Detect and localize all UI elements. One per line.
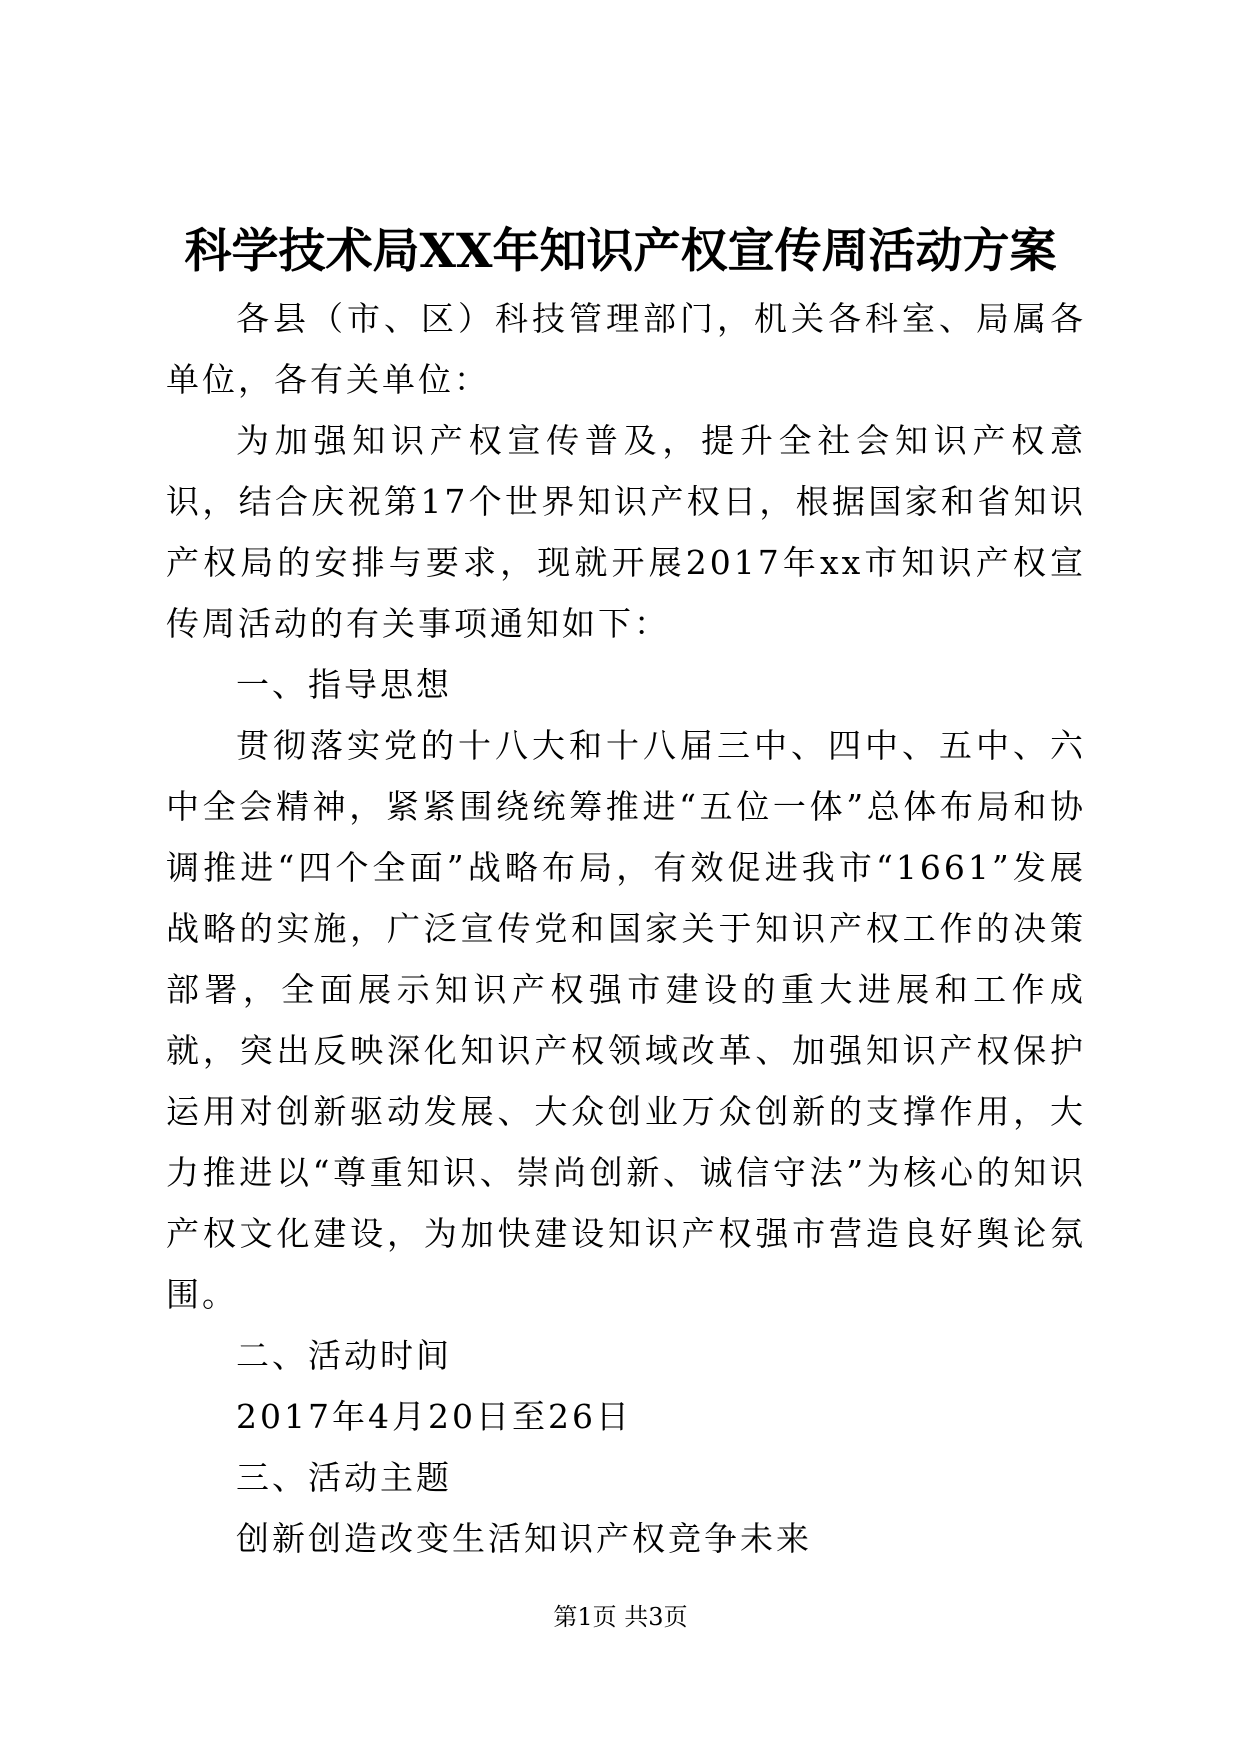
document-body	[166, 288, 1086, 1569]
section-heading-activity-theme: 三、活动主题	[236, 1458, 452, 1497]
salutation-paragraph: 各县（市、区）科技管理部门，机关各科室、局属各单位，各有关单位：	[166, 299, 1086, 399]
activity-time-paragraph: 2017年4月20日至26日	[236, 1397, 632, 1436]
page-footer: 第1页 共3页	[553, 1603, 688, 1631]
section-heading-guiding-ideology: 一、指导思想	[236, 665, 452, 704]
document-title: 科学技术局XX年知识产权宣传周活动方案	[184, 224, 1057, 279]
section-heading-activity-time: 二、活动时间	[236, 1336, 452, 1375]
intro-paragraph: 为加强知识产权宣传普及，提升全社会知识产权意识，结合庆祝第17个世界知识产权日，根据国家和省知识产权局的安排与要求，现就开展2017年xx市知识产权宣传周活动的有关事项通知如下：	[166, 421, 1086, 643]
guiding-ideology-paragraph: 贯彻落实党的十八大和十八届三中、四中、五中、六中全会精神，紧紧围绕统筹推进“五位一体”总体布局和协调推进“四个全面”战略布局，有效促进我市“1661”发展战略的实施，广泛宣传党和国家关于知识产权工作的决策部署，全面展示知识产权强市建设的重大进展和工作成就，突出反映深化知识产权领域改革、加强知识产权保护运用对创新驱动发展、大众创业万众创新的支撑作用，大力推进以“尊重知识、崇尚创新、诚信守法”为核心的知识产权文化建设，为加快建设知识产权强市营造良好舆论氛围。	[166, 726, 1086, 1314]
activity-theme-paragraph: 创新创造改变生活知识产权竞争未来	[236, 1519, 812, 1558]
